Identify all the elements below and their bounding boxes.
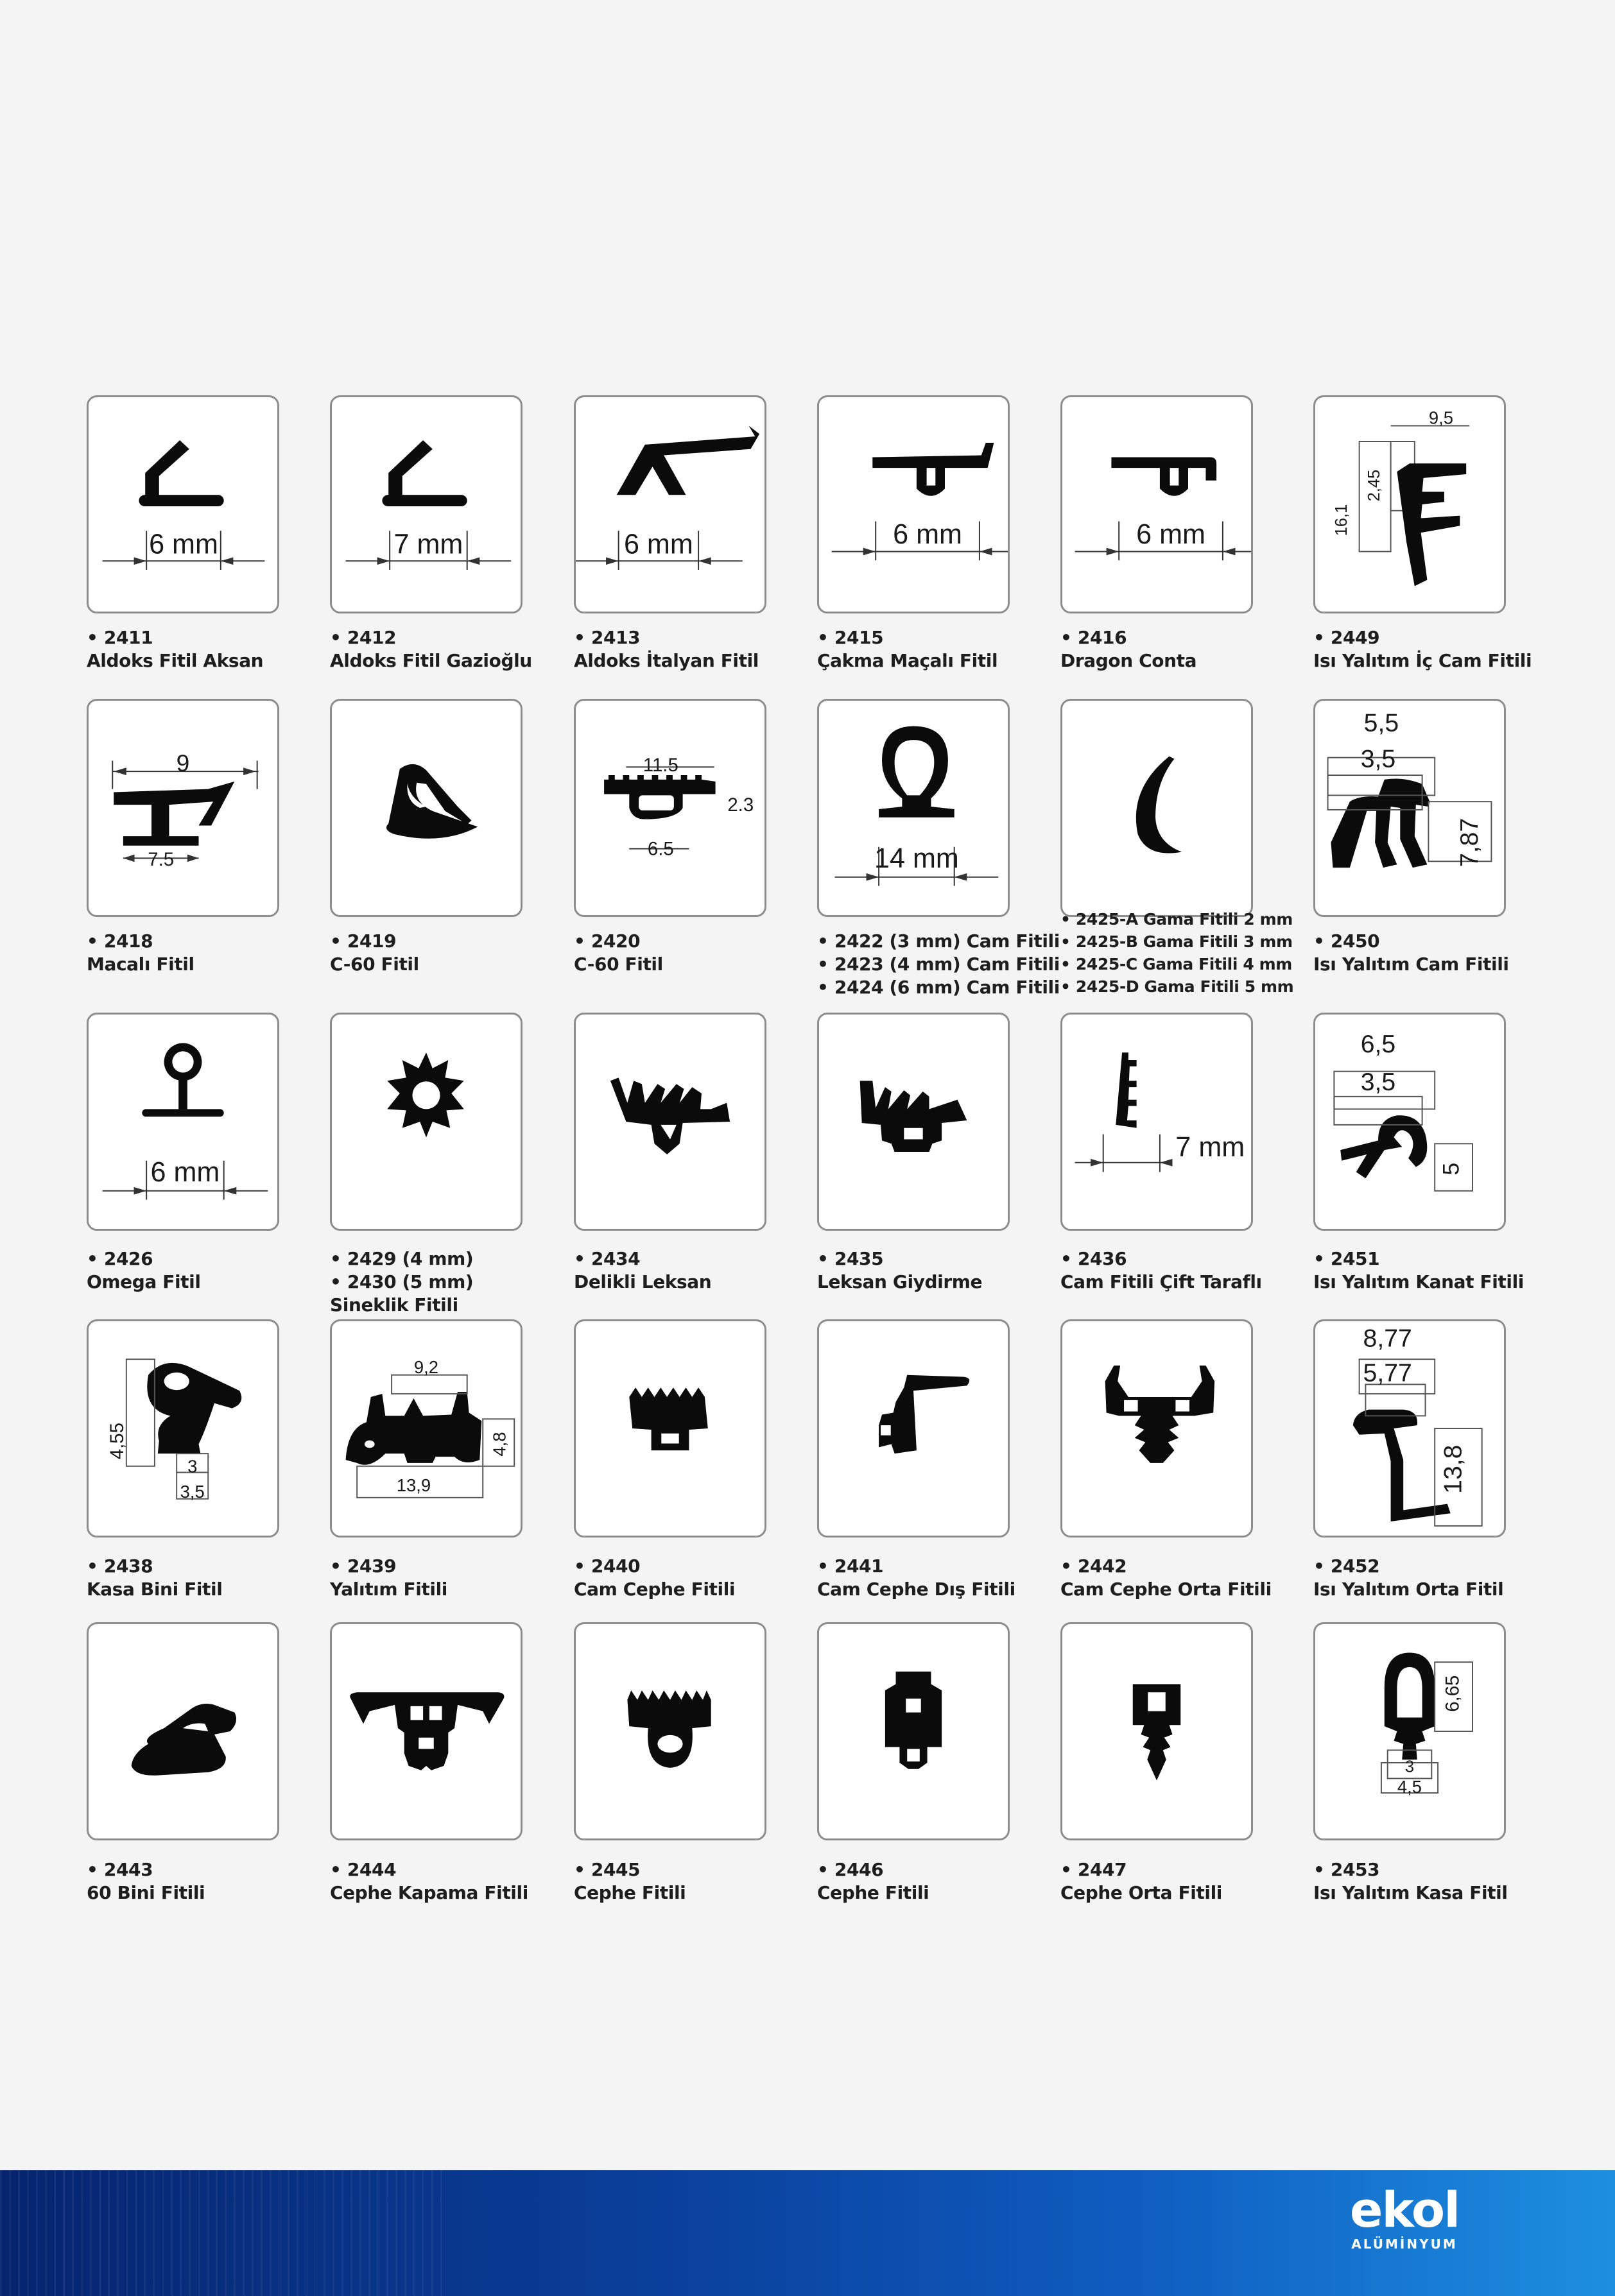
profile-name: Cam Fitili Çift Taraflı <box>1060 1271 1262 1292</box>
profile-card <box>87 699 279 917</box>
profile-card <box>1060 1319 1253 1538</box>
profile-code: • 2411 <box>87 626 331 649</box>
profile-code: • 2418 <box>87 930 331 953</box>
profile-card <box>817 1319 1010 1538</box>
profile-drawing <box>89 1624 277 1838</box>
profile-code: • 2413 <box>574 626 818 649</box>
profile-name: Cam Cephe Fitili <box>574 1579 736 1600</box>
logo-wordmark: ekol <box>1349 2181 1460 2238</box>
dimension-label: 3,5 <box>1360 745 1396 773</box>
dimension-label: 6 mm <box>1136 518 1205 550</box>
profile-card <box>1060 1013 1253 1231</box>
dimension-label: 7 mm <box>1175 1131 1245 1163</box>
profile-caption <box>1060 1858 1304 1905</box>
profile-drawing <box>89 397 277 612</box>
profile-code: • 2434 <box>574 1247 818 1271</box>
profile-drawing <box>576 1015 764 1229</box>
profile-name: Delikli Leksan <box>574 1271 712 1292</box>
dimension-label: 3,5 <box>1360 1068 1396 1096</box>
profile-caption <box>574 1555 818 1601</box>
dimension-label: 6,65 <box>1442 1675 1464 1712</box>
profile-name: Cephe Fitili <box>574 1882 686 1903</box>
profile-name: Isı Yalıtım Kanat Fitili <box>1313 1271 1524 1292</box>
dimension-label: 3,5 <box>180 1481 205 1502</box>
profile-name: Aldoks Fitil Gazioğlu <box>330 650 532 671</box>
profile-drawing <box>89 1015 277 1229</box>
profile-code: • 2439 <box>330 1555 574 1578</box>
profile-caption <box>87 1858 331 1905</box>
profile-caption <box>1313 626 1557 673</box>
profile-card <box>330 395 522 613</box>
profile-name: Isı Yalıtım Kasa Fitil <box>1313 1882 1508 1903</box>
profile-name: • 2425-D Gama Fitili 5 mm <box>1060 975 1304 998</box>
profile-code: • 2438 <box>87 1555 331 1578</box>
profile-card <box>574 1319 766 1538</box>
profile-caption <box>1313 1858 1557 1905</box>
profile-name: 60 Bini Fitili <box>87 1882 205 1903</box>
dimension-label: 5 <box>1438 1162 1464 1176</box>
profile-caption <box>330 1858 574 1905</box>
profile-name: Leksan Giydirme <box>817 1271 983 1292</box>
profile-card <box>87 1319 279 1538</box>
dimension-label: 16,1 <box>1333 504 1351 536</box>
profile-drawing <box>332 1015 521 1229</box>
profile-caption <box>1313 1247 1557 1294</box>
logo-tagline: ALÜMİNYUM <box>1351 2236 1458 2252</box>
profile-code: • 2442 <box>1060 1555 1304 1578</box>
profile-caption <box>817 930 1061 999</box>
profile-card <box>330 1319 522 1538</box>
profile-card <box>1313 699 1506 917</box>
profile-code: • 2451 <box>1313 1247 1557 1271</box>
profile-code: • 2415 <box>817 626 1061 649</box>
profile-caption <box>330 1555 574 1601</box>
dimension-label: 4,5 <box>1397 1777 1422 1797</box>
profile-caption <box>817 1247 1061 1294</box>
dimension-label: 9,5 <box>1428 407 1454 428</box>
profile-card <box>574 699 766 917</box>
profile-caption <box>1313 1555 1557 1601</box>
profile-name: Isı Yalıtım İç Cam Fitili <box>1313 650 1532 671</box>
profile-card <box>817 1622 1010 1840</box>
profile-card <box>1060 699 1253 917</box>
profile-name: • 2424 (6 mm) Cam Fitili <box>817 976 1061 999</box>
profile-card <box>574 1013 766 1231</box>
profile-card <box>817 1013 1010 1231</box>
profile-caption <box>1060 908 1304 998</box>
profile-drawing <box>819 1624 1008 1838</box>
profile-name: Cam Cephe Dış Fitili <box>817 1579 1015 1600</box>
profile-drawing <box>819 1321 1008 1536</box>
profile-name: Macalı Fitil <box>87 954 194 975</box>
dimension-label: 6 mm <box>150 1157 220 1188</box>
profile-name: • 2425-B Gama Fitili 3 mm <box>1060 930 1304 953</box>
profile-drawing <box>576 701 764 915</box>
profile-drawing <box>332 701 521 915</box>
profile-caption <box>87 1555 331 1601</box>
profile-drawing <box>576 397 764 612</box>
profile-drawing <box>1062 701 1251 915</box>
profile-caption <box>817 1858 1061 1905</box>
dimension-label: 11.5 <box>643 755 678 776</box>
profile-card <box>1060 395 1253 613</box>
profile-card <box>574 1622 766 1840</box>
profile-drawing <box>819 397 1008 612</box>
profile-code: • 2441 <box>817 1555 1061 1578</box>
profile-card <box>1313 1319 1506 1538</box>
profile-drawing <box>1062 1015 1251 1229</box>
profile-drawing <box>332 397 521 612</box>
profile-code: • 2449 <box>1313 626 1557 649</box>
dimension-label: 3 <box>1404 1758 1415 1776</box>
profile-card <box>330 699 522 917</box>
profile-code: • 2429 (4 mm) <box>330 1247 574 1271</box>
profile-card <box>574 395 766 613</box>
profile-drawing <box>1315 397 1504 612</box>
profile-code: • 2420 <box>574 930 818 953</box>
profile-code: • 2416 <box>1060 626 1304 649</box>
profile-caption <box>87 1247 331 1294</box>
dimension-label: 13,8 <box>1439 1444 1467 1494</box>
profile-caption <box>817 626 1061 673</box>
profile-name: Omega Fitil <box>87 1271 201 1292</box>
profile-name: • 2423 (4 mm) Cam Fitili <box>817 953 1061 976</box>
profile-name: Cephe Kapama Fitili <box>330 1882 528 1903</box>
profile-code: • 2440 <box>574 1555 818 1578</box>
dimension-label: 6 mm <box>893 518 962 550</box>
profile-name: Isı Yalıtım Cam Fitili <box>1313 954 1509 975</box>
dimension-label: 4,8 <box>489 1432 510 1457</box>
profile-card <box>330 1622 522 1840</box>
dimension-label: 9,2 <box>413 1357 439 1377</box>
profile-drawing <box>89 701 277 915</box>
profile-name: Dragon Conta <box>1060 650 1197 671</box>
profile-card <box>817 699 1010 917</box>
profile-card <box>87 1622 279 1840</box>
dimension-label: 14 mm <box>874 843 959 875</box>
dimension-label: 2,45 <box>1365 469 1383 502</box>
profile-caption <box>574 626 818 673</box>
profile-drawing <box>332 1321 521 1536</box>
profile-name: Kasa Bini Fitil <box>87 1579 223 1600</box>
dimension-label: 3 <box>187 1456 198 1477</box>
profile-caption <box>330 1247 574 1317</box>
profile-caption <box>1313 930 1557 976</box>
dimension-label: 6.5 <box>647 838 674 860</box>
profile-code: • 2450 <box>1313 930 1557 953</box>
profile-name: Çakma Maçalı Fitil <box>817 650 998 671</box>
profile-caption <box>1060 626 1304 673</box>
profile-caption <box>574 930 818 976</box>
profile-caption <box>87 626 331 673</box>
dimension-label: 5,77 <box>1363 1359 1412 1387</box>
profile-drawing <box>819 701 1008 915</box>
profile-drawing <box>1062 397 1251 612</box>
profile-card <box>330 1013 522 1231</box>
profile-name: Aldoks İtalyan Fitil <box>574 650 759 671</box>
profile-code: • 2422 (3 mm) Cam Fitili <box>817 930 1061 953</box>
profile-caption <box>330 626 574 673</box>
dimension-label: 7 mm <box>393 529 463 560</box>
profile-drawing <box>89 1321 277 1536</box>
profile-name: Isı Yalıtım Orta Fitil <box>1313 1579 1504 1600</box>
profile-name: Cephe Orta Fitili <box>1060 1882 1222 1903</box>
profile-name: C-60 Fitil <box>574 954 663 975</box>
profile-caption <box>87 930 331 976</box>
ekol-logo <box>1347 2183 1462 2251</box>
dimension-label: 5,5 <box>1363 709 1399 737</box>
dimension-label: 6,5 <box>1360 1031 1396 1059</box>
profile-name: • 2430 (5 mm) <box>330 1271 574 1294</box>
profile-caption <box>330 930 574 976</box>
profile-caption <box>1060 1247 1304 1294</box>
profile-card <box>817 395 1010 613</box>
profile-drawing <box>576 1624 764 1838</box>
profile-drawing <box>1062 1624 1251 1838</box>
profile-drawing <box>1315 1015 1504 1229</box>
profile-code: • 2419 <box>330 930 574 953</box>
dimension-label: 6 mm <box>623 529 693 560</box>
dimension-label: 7.5 <box>148 849 175 871</box>
profile-drawing <box>1315 1321 1504 1536</box>
profile-caption <box>1060 1555 1304 1601</box>
dimension-label: 6 mm <box>149 529 218 560</box>
profile-card <box>1313 1013 1506 1231</box>
profile-drawing <box>819 1015 1008 1229</box>
profile-code: • 2425-A Gama Fitili 2 mm <box>1060 908 1304 930</box>
profile-name: Cam Cephe Orta Fitili <box>1060 1579 1272 1600</box>
profile-name: Sineklik Fitili <box>330 1294 458 1315</box>
dimension-label: 2.3 <box>727 794 754 816</box>
profile-code: • 2452 <box>1313 1555 1557 1578</box>
profile-drawing <box>1315 701 1504 915</box>
profile-drawing <box>332 1624 521 1838</box>
profile-name: Yalıtım Fitili <box>330 1579 448 1600</box>
dimension-label: 9 <box>176 750 190 777</box>
profile-card <box>1313 1622 1506 1840</box>
profile-card <box>87 395 279 613</box>
dimension-label: 4,55 <box>106 1422 128 1460</box>
dimension-label: 13,9 <box>396 1475 431 1495</box>
profile-name: Cephe Fitili <box>817 1882 929 1903</box>
profile-drawing <box>1062 1321 1251 1536</box>
profile-card <box>87 1013 279 1231</box>
profile-card <box>1313 395 1506 613</box>
profile-caption <box>574 1247 818 1294</box>
profile-name: Aldoks Fitil Aksan <box>87 650 264 671</box>
profile-drawing <box>1315 1624 1504 1838</box>
profile-code: • 2426 <box>87 1247 331 1271</box>
dimension-label: 8,77 <box>1363 1324 1412 1353</box>
profile-drawing <box>576 1321 764 1536</box>
profile-code: • 2444 <box>330 1858 574 1881</box>
profile-code: • 2443 <box>87 1858 331 1881</box>
profile-name: • 2425-C Gama Fitili 4 mm <box>1060 953 1304 975</box>
dimension-label: 7,87 <box>1455 818 1483 868</box>
profile-card <box>1060 1622 1253 1840</box>
profile-caption <box>817 1555 1061 1601</box>
profile-code: • 2412 <box>330 626 574 649</box>
profile-code: • 2446 <box>817 1858 1061 1881</box>
profile-caption <box>574 1858 818 1905</box>
profile-code: • 2445 <box>574 1858 818 1881</box>
profile-code: • 2447 <box>1060 1858 1304 1881</box>
profile-name: C-60 Fitil <box>330 954 419 975</box>
profile-code: • 2435 <box>817 1247 1061 1271</box>
profile-code: • 2453 <box>1313 1858 1557 1881</box>
profile-code: • 2436 <box>1060 1247 1304 1271</box>
